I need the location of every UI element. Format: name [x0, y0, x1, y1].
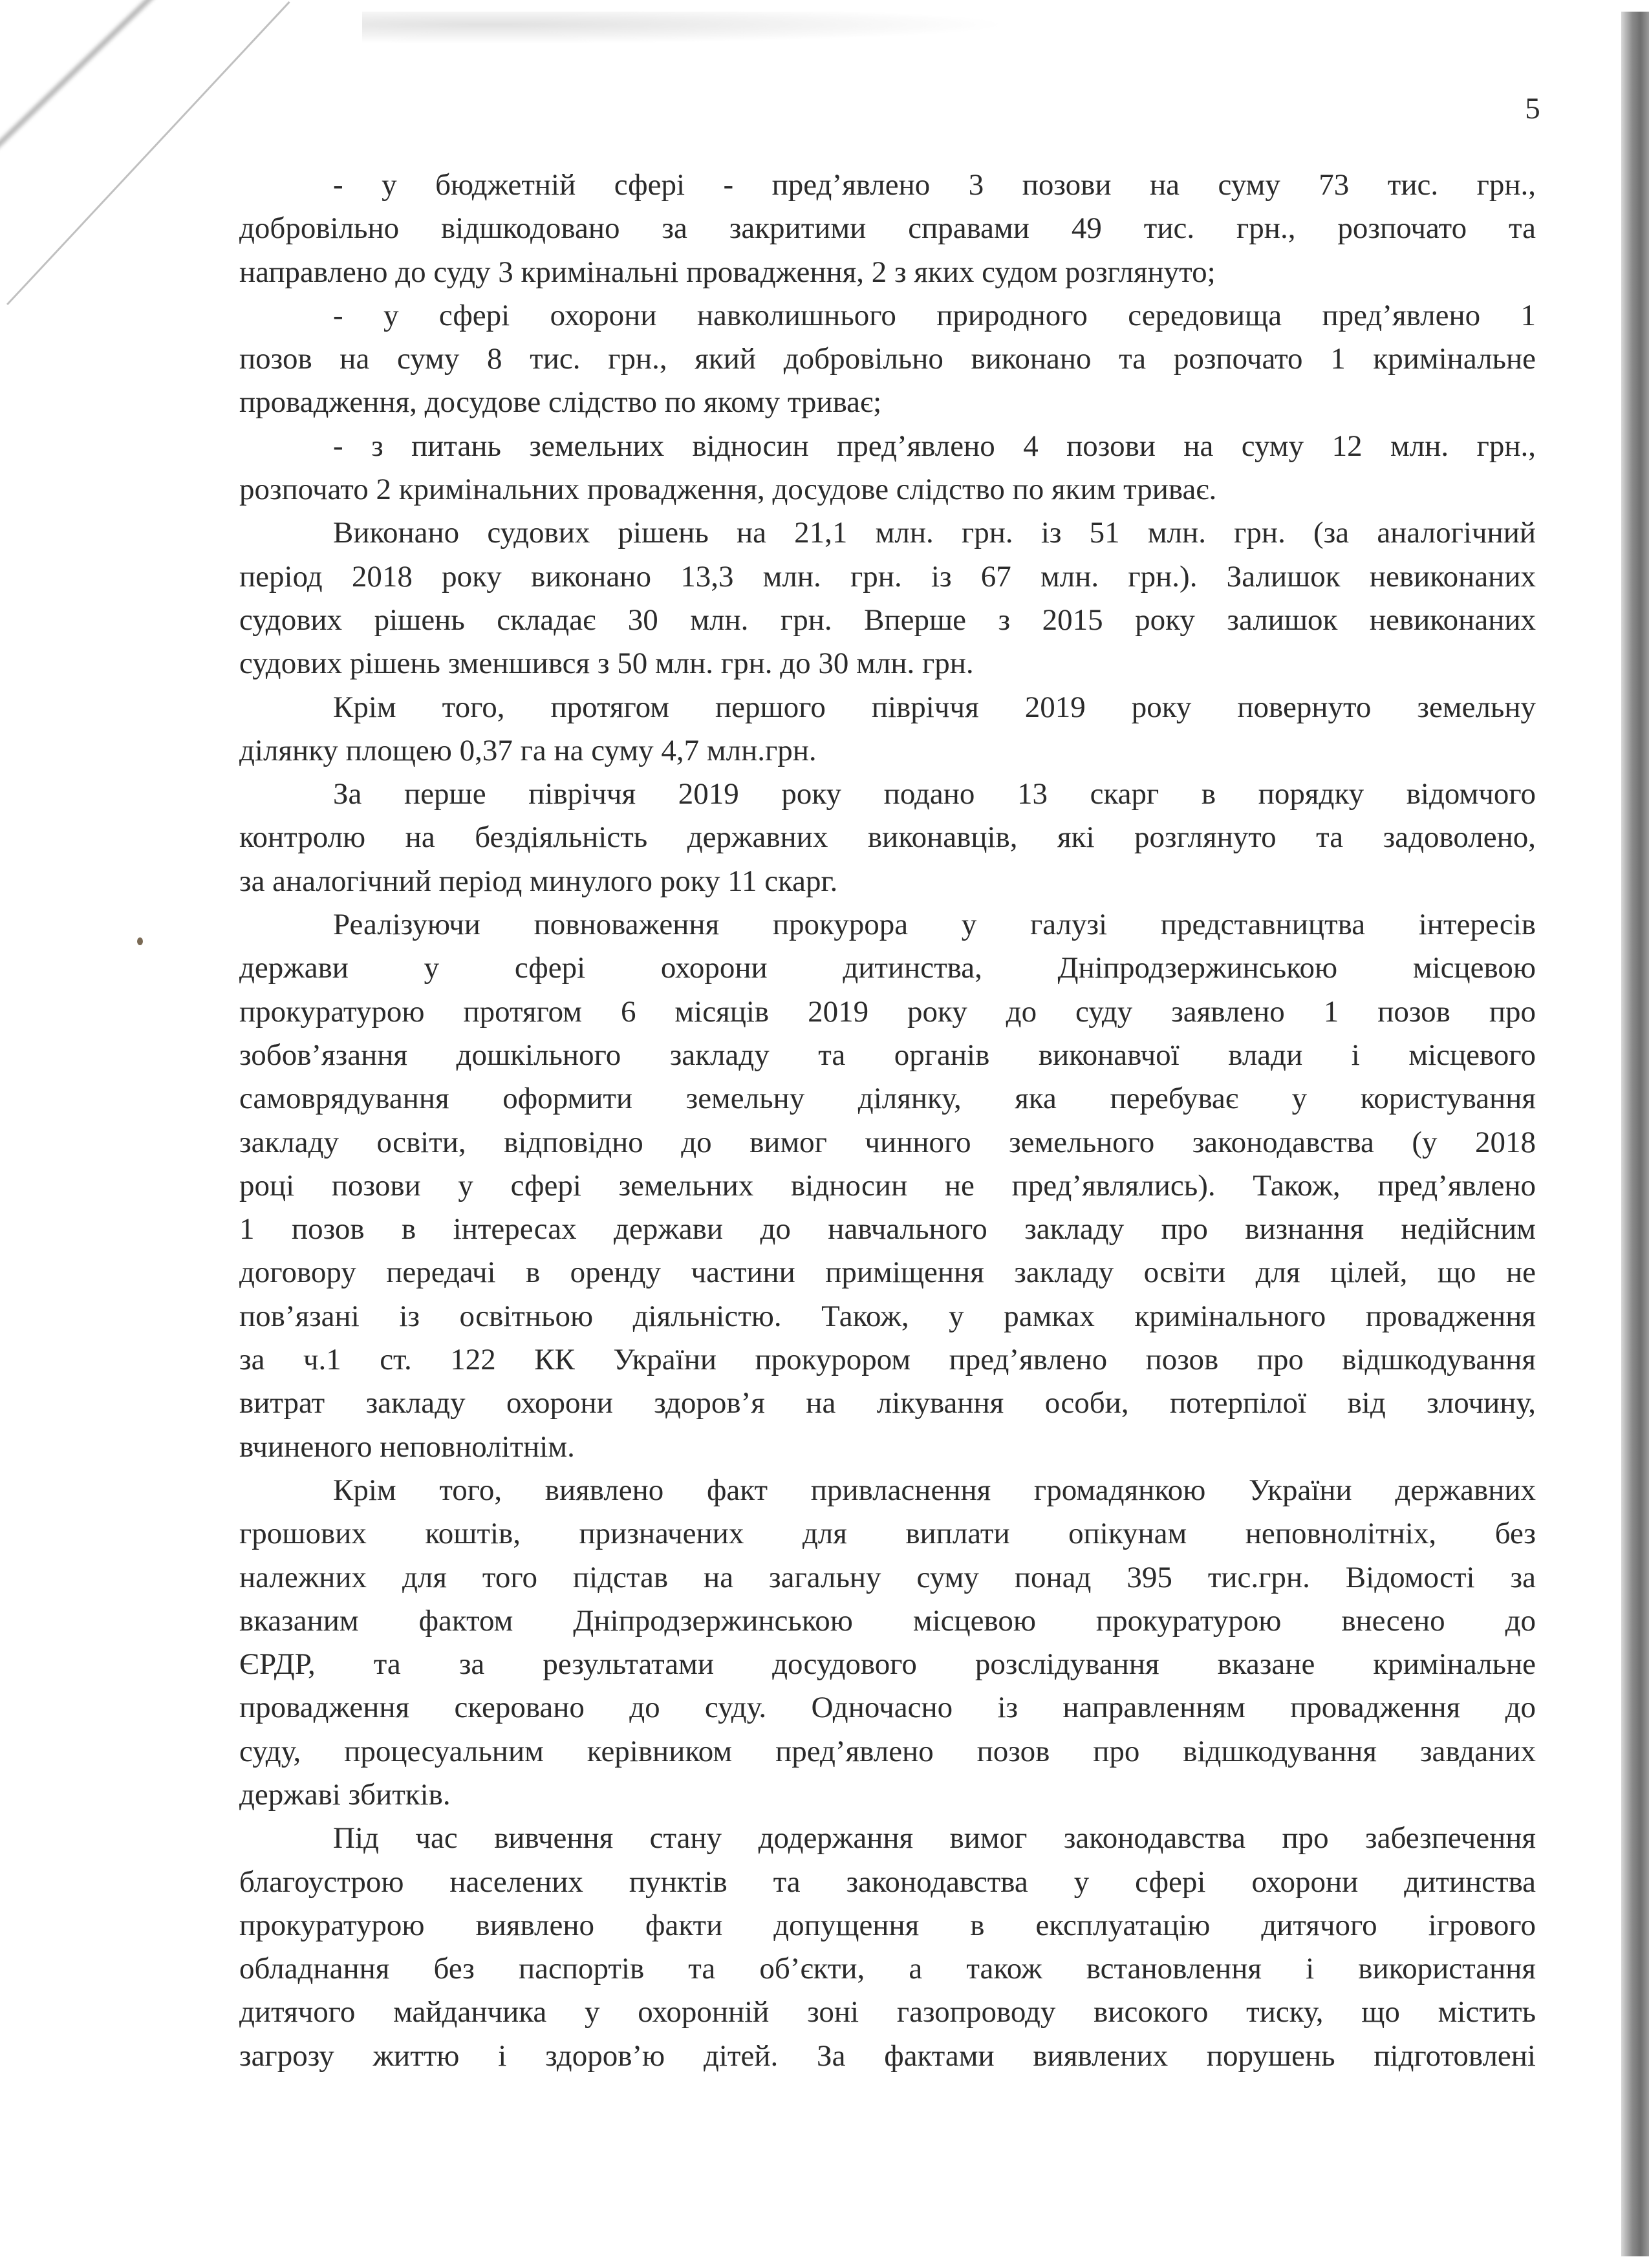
scan-fold-line [0, 0, 334, 168]
paragraph [239, 294, 1536, 425]
paragraph [239, 511, 1536, 685]
text-line: зобов’язання дошкільного закладу та органів виконавчої влади і місцевого [239, 1038, 1536, 1072]
text-line: 1 позов в інтересах держави до навчального закладу про визнання недійсним [239, 1212, 1536, 1246]
text-line: прокуратурою виявлено факти допущення в експлуатацію дитячого ігрового [239, 1908, 1536, 1942]
text-line: ділянку площею 0,37 га на суму 4,7 млн.грн. [239, 733, 817, 767]
paragraph [239, 164, 1536, 294]
text-line: загрозу життю і здоров’ю дітей. За фактами виявлених порушень підготовлені [239, 2038, 1536, 2073]
text-line: позов на суму 8 тис. грн., який добровільно виконано та розпочато 1 кримінальне [239, 342, 1536, 376]
text-line: ЄРДР, та за результатами досудового розслідування вказане кримінальне [239, 1647, 1536, 1682]
text-line: належних для того підстав на загальну суму понад 395 тис.грн. Відомості за [239, 1560, 1536, 1594]
scan-speck [137, 937, 143, 945]
text-line: вказаним фактом Дніпродзержинською місцевою прокуратурою внесено до [239, 1603, 1536, 1638]
paragraph [239, 903, 1536, 1469]
text-line: за ч.1 ст. 122 КК України прокурором пред’явлено позов про відшкодування [239, 1343, 1536, 1377]
text-line: Крім того, виявлено факт привласнення громадянкою України державних [333, 1473, 1536, 1507]
text-line: прокуратурою протягом 6 місяців 2019 року до суду заявлено 1 позов про [239, 994, 1536, 1029]
text-line: За перше півріччя 2019 року подано 13 скарг в порядку відомчого [333, 777, 1536, 811]
scan-edge-shadow [1621, 12, 1649, 2256]
page-number: 5 [1525, 92, 1540, 125]
text-line: Виконано судових рішень на 21,1 млн. грн. із 51 млн. грн. (за аналогічний [333, 516, 1536, 550]
text-line: - у сфері охорони навколишнього природного середовища пред’явлено 1 [333, 298, 1536, 332]
paragraph [239, 773, 1536, 903]
text-line: держави у сфері охорони дитинства, Дніпродзержинською місцевою [239, 951, 1536, 985]
text-line: дитячого майданчика у охоронній зоні газопроводу високого тиску, що містить [239, 1995, 1536, 2029]
text-line: розпочато 2 кримінальних провадження, досудове слідство по яким триває. [239, 473, 1217, 507]
text-line: обладнання без паспортів та об’єкти, а також встановлення і використання [239, 1952, 1536, 1986]
text-line: провадження скеровано до суду. Одночасно із направленням провадження до [239, 1691, 1536, 1725]
text-line: - у бюджетній сфері - пред’явлено 3 позови на суму 73 тис. грн., [333, 168, 1536, 202]
text-line: вчиненого неповнолітнім. [239, 1429, 575, 1464]
paragraph [239, 1817, 1536, 2078]
text-line: добровільно відшкодовано за закритими справами 49 тис. грн., розпочато та [239, 211, 1536, 246]
text-line: Під час вивчення стану додержання вимог законодавства про забезпечення [333, 1821, 1536, 1856]
text-line: судових рішень складає 30 млн. грн. Вперше з 2015 року залишок невиконаних [239, 603, 1536, 637]
text-line: провадження, досудове слідство по якому триває; [239, 385, 882, 420]
scan-smudge [362, 12, 1009, 44]
paragraph [239, 686, 1536, 773]
text-line: Крім того, протягом першого півріччя 2019 року повернуто земельну [333, 690, 1536, 724]
text-line: за аналогічний період минулого року 11 скарг. [239, 864, 838, 898]
text-line: контролю на бездіяльність державних виконавців, які розглянуто та задоволено, [239, 820, 1536, 855]
text-line: витрат закладу охорони здоров’я на лікування особи, потерпілої від злочину, [239, 1386, 1536, 1420]
text-line: направлено до суду 3 кримінальні провадження, 2 з яких судом розглянуто; [239, 255, 1216, 289]
paragraph [239, 425, 1536, 512]
body-text [239, 164, 1536, 2078]
text-line: державі збитків. [239, 1777, 451, 1812]
text-line: судових рішень зменшився з 50 млн. грн. до 30 млн. грн. [239, 647, 974, 681]
text-line: суду, процесуальним керівником пред’явлено позов про відшкодування завданих [239, 1734, 1536, 1768]
text-line: закладу освіти, відповідно до вимог чинного земельного законодавства (у 2018 [239, 1125, 1536, 1159]
text-line: благоустрою населених пунктів та законодавства у сфері охорони дитинства [239, 1865, 1536, 1899]
text-line: пов’язані із освітньою діяльністю. Також, у рамках кримінального провадження [239, 1299, 1536, 1333]
text-line: грошових коштів, призначених для виплати опікунам неповнолітніх, без [239, 1517, 1536, 1551]
paragraph [239, 1469, 1536, 1817]
text-line: Реалізуючи повноваження прокурора у галузі представництва інтересів [333, 908, 1536, 942]
text-line: договору передачі в оренду частини приміщення закладу освіти для цілей, що не [239, 1256, 1536, 1290]
text-line: - з питань земельних відносин пред’явлено 4 позови на суму 12 млн. грн., [333, 429, 1536, 463]
text-line: самоврядування оформити земельну ділянку, яка перебуває у користування [239, 1082, 1536, 1116]
text-line: році позови у сфері земельних відносин не пред’являлись). Також, пред’явлено [239, 1168, 1536, 1203]
text-line: період 2018 року виконано 13,3 млн. грн. із 67 млн. грн.). Залишок невиконаних [239, 559, 1536, 594]
